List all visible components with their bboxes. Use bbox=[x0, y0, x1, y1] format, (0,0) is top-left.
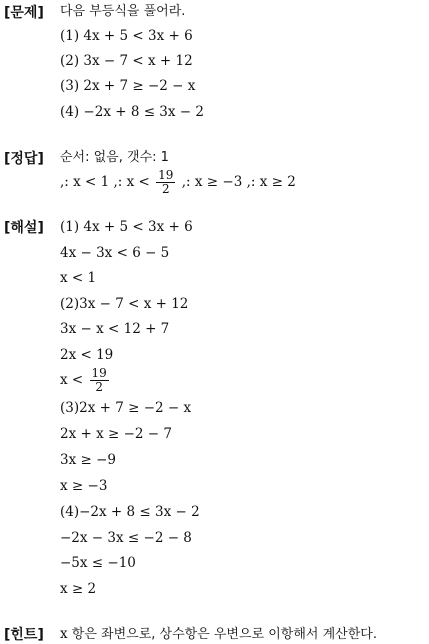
solution-line-2: 4x − 3x < 6 − 5 bbox=[60, 245, 170, 261]
solution-fraction-numerator: 19 bbox=[91, 366, 107, 380]
solution-line-11: (4)−2x + 8 ≤ 3x − 2 bbox=[60, 504, 200, 520]
solution-line-5: 3x − x < 12 + 7 bbox=[60, 321, 170, 337]
solution-line-12: −2x − 3x ≤ −2 − 8 bbox=[60, 530, 192, 546]
solution-line-14: x ≥ 2 bbox=[60, 581, 97, 597]
hint-tag: [힌트] bbox=[4, 627, 44, 643]
solution-line-4: (2)3x − 7 < x + 12 bbox=[60, 296, 189, 312]
answer-part-2: ,: x ≥ −3 ,: x ≥ 2 bbox=[181, 174, 296, 190]
answer-fraction bbox=[156, 169, 175, 196]
solution-line-10: x ≥ −3 bbox=[60, 478, 108, 494]
solution-line-6: 2x < 19 bbox=[60, 347, 114, 363]
answer-values bbox=[60, 167, 296, 197]
answer-fraction-denominator: 2 bbox=[161, 182, 170, 196]
hint-variable: x bbox=[60, 626, 68, 642]
solution-line-9: 3x ≥ −9 bbox=[60, 452, 116, 468]
problem-item-1: (1) 4x + 5 < 3x + 6 bbox=[60, 28, 193, 44]
solution-line-7: (3)2x + 7 ≥ −2 − x bbox=[60, 400, 192, 416]
answer-summary: 순서: 없음, 갯수: 1 bbox=[60, 150, 169, 165]
solution-line-8: 2x + x ≥ −2 − 7 bbox=[60, 426, 172, 442]
solution-line-fraction bbox=[60, 362, 111, 398]
problem-instruction: 다음 부등식을 풀어라. bbox=[60, 4, 186, 19]
solution-line-1: (1) 4x + 5 < 3x + 6 bbox=[60, 219, 193, 235]
solution-tag: [해설] bbox=[4, 220, 44, 236]
answer-fraction-numerator: 19 bbox=[158, 168, 174, 182]
problem-item-2: (2) 3x − 7 < x + 12 bbox=[60, 53, 193, 69]
hint-text bbox=[60, 625, 377, 644]
answer-part-1: ,: x < 1 ,: x < bbox=[60, 174, 150, 190]
solution-line-3: x < 1 bbox=[60, 270, 97, 286]
problem-item-4: (4) −2x + 8 ≤ 3x − 2 bbox=[60, 104, 204, 120]
hint-body: 항은 좌변으로, 상수항은 우변으로 이항해서 계산한다. bbox=[71, 627, 377, 642]
solution-fraction-prefix: x < bbox=[60, 372, 84, 388]
solution-fraction-denominator: 2 bbox=[95, 380, 103, 394]
answer-tag: [정답] bbox=[4, 151, 44, 167]
problem-item-3: (3) 2x + 7 ≥ −2 − x bbox=[60, 78, 196, 94]
solution-line-13: −5x ≤ −10 bbox=[60, 555, 136, 571]
solution-fraction bbox=[90, 367, 109, 394]
problem-tag: [문제] bbox=[4, 5, 44, 21]
